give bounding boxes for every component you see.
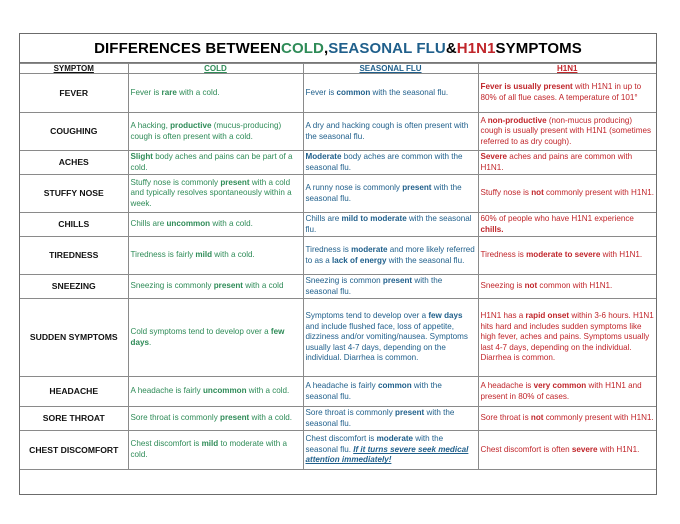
- cold-cell: [128, 431, 303, 470]
- flu-cell: [303, 113, 478, 151]
- cell-text: with H1N1 and present in 80% of cases.: [480, 380, 642, 401]
- cell-text: A headache is fairly: [130, 386, 203, 396]
- cell-text: Sore throat is commonly: [130, 413, 221, 423]
- flu-cell: [303, 275, 478, 299]
- cell-text: body aches and pains can be part of a cold.: [130, 151, 293, 172]
- cell-text: present: [220, 413, 250, 423]
- title-ampersand: &: [445, 39, 457, 57]
- table-row: [20, 74, 656, 113]
- h1n1-cell: [478, 213, 656, 237]
- symptom-label: STUFFY NOSE: [20, 175, 128, 213]
- flu-cell: [303, 237, 478, 275]
- cell-text: A headache is: [480, 380, 534, 390]
- cell-text: Fever is: [130, 87, 162, 97]
- cell-text: present: [220, 177, 250, 187]
- table-row: [20, 299, 656, 377]
- cell-text: rapid onset: [525, 311, 570, 321]
- flu-cell: [303, 74, 478, 113]
- cell-text: few days: [428, 311, 463, 321]
- cell-text: very common: [533, 380, 587, 390]
- cell-text: present: [402, 182, 432, 192]
- cell-text: Sneezing is: [480, 281, 525, 291]
- cold-cell: [128, 299, 303, 377]
- cell-text: commonly present with H1N1.: [543, 188, 655, 198]
- h1n1-cell: [478, 74, 656, 113]
- cell-text: to moderate with a cold.: [130, 439, 288, 459]
- header-cold: COLD: [128, 64, 303, 74]
- title-separator: ,: [323, 39, 329, 57]
- cell-text: Stuffy nose is: [480, 188, 532, 198]
- h1n1-cell: [478, 377, 656, 407]
- cold-cell: [128, 151, 303, 175]
- table-row: [20, 407, 656, 431]
- cell-text: A headache is fairly: [305, 380, 378, 390]
- h1n1-cell: [478, 431, 656, 470]
- cell-text: with the seasonal flu.: [386, 255, 465, 265]
- cell-text: with the seasonal flu.: [305, 407, 455, 428]
- cell-text: severe: [571, 444, 598, 454]
- table-row: [20, 175, 656, 213]
- cell-text: not: [531, 188, 544, 198]
- h1n1-cell: [478, 407, 656, 431]
- table-row: [20, 275, 656, 299]
- symptom-label: FEVER: [20, 74, 128, 113]
- cell-text: Chest discomfort is: [305, 434, 377, 444]
- title-h1n1: H1N1: [456, 39, 496, 57]
- cell-text: mild: [201, 439, 219, 449]
- header-row: [20, 64, 656, 74]
- h1n1-cell: [478, 275, 656, 299]
- flu-cell: [303, 299, 478, 377]
- table-row: [20, 113, 656, 151]
- cell-text: A dry and hacking cough is often present with the seasonal flu.: [305, 120, 469, 141]
- symptom-label: TIREDNESS: [20, 237, 128, 275]
- page-title: [20, 34, 656, 63]
- cell-text: and more likely referred to as a: [305, 244, 475, 265]
- table-row: [20, 431, 656, 470]
- cold-cell: [128, 74, 303, 113]
- cell-text: Moderate: [305, 151, 342, 161]
- comparison-chart: [19, 33, 657, 495]
- table-row: [20, 213, 656, 237]
- cell-text: Sneezing is common: [305, 275, 383, 285]
- cell-text: with a cold and typically resolves spontaneously within a week.: [130, 177, 292, 208]
- cell-text: moderate: [351, 244, 388, 254]
- cold-cell: [128, 237, 303, 275]
- cell-text: with the seasonal flu.: [305, 275, 443, 296]
- cell-text: Tiredness is: [305, 244, 352, 254]
- cold-cell: [128, 175, 303, 213]
- cell-text: rare: [161, 87, 177, 97]
- h1n1-cell: [478, 175, 656, 213]
- cell-text: Slight: [130, 151, 153, 161]
- cell-text: present: [213, 281, 243, 291]
- symptom-label: SUDDEN SYMPTOMS: [20, 299, 128, 377]
- cell-text: with a cold.: [212, 250, 255, 260]
- cell-text: .: [148, 337, 152, 347]
- cell-text: aches and pains are common with H1N1.: [480, 151, 633, 172]
- cell-text: common: [377, 380, 412, 390]
- cell-text: uncommon: [202, 386, 247, 396]
- cell-text: with a cold.: [210, 219, 253, 229]
- cell-text: H1N1 has a: [480, 311, 526, 321]
- h1n1-cell: [478, 299, 656, 377]
- cell-text: (non-mucus producing) cough is usually present with H1N1 (sometimes referred to as dry cough).: [480, 115, 651, 146]
- cell-text: few days: [130, 326, 285, 347]
- cell-text: with the seasonal flu.: [305, 213, 472, 234]
- title-cold: COLD: [281, 39, 324, 57]
- h1n1-cell: [478, 151, 656, 175]
- cell-text: Fever is: [305, 87, 337, 97]
- symptom-label: COUGHING: [20, 113, 128, 151]
- cell-text: common with H1N1.: [537, 281, 613, 291]
- cell-text: within 3-6 hours. H1N1 hits hard and includes sudden symptoms like high fever, aches and pains. Symptoms usually last 4-7 days, depending on the individual. Diarrhea is common.: [480, 311, 654, 363]
- flu-cell: [303, 377, 478, 407]
- cell-text: body aches are common with the seasonal flu.: [305, 151, 463, 172]
- cell-text: mild: [195, 250, 213, 260]
- cell-text: with the seasonal flu.: [305, 380, 442, 401]
- cell-text: not: [530, 413, 544, 423]
- symptom-label: CHEST DISCOMFORT: [20, 431, 128, 470]
- cell-text: Chills are: [305, 213, 342, 223]
- cell-text: Fever is usually present: [480, 82, 573, 92]
- cell-text: chills.: [480, 224, 504, 234]
- cold-cell: [128, 377, 303, 407]
- symptom-label: SORE THROAT: [20, 407, 128, 431]
- flu-cell: [303, 407, 478, 431]
- cell-text: Stuffy nose is commonly: [130, 177, 221, 187]
- cell-text: Tiredness is fairly: [130, 250, 196, 260]
- cell-text: 60% of people who have H1N1 experience: [480, 213, 634, 223]
- cell-text: with the seasonal flu.: [305, 434, 444, 454]
- header-h1n1: H1N1: [478, 64, 656, 74]
- table-row: [20, 237, 656, 275]
- cold-cell: [128, 113, 303, 151]
- cell-text: Chills are: [130, 219, 167, 229]
- cell-text: Cold symptoms tend to develop over a: [130, 326, 271, 336]
- cell-text: Sore throat is commonly: [305, 407, 396, 417]
- flu-cell: [303, 151, 478, 175]
- table-row: [20, 377, 656, 407]
- cell-text: with H1N1.: [600, 250, 643, 260]
- cell-text: with H1N1 in up to 80% of all flue cases. A temperature of 101°: [480, 82, 642, 102]
- cold-cell: [128, 275, 303, 299]
- cell-text: non-productive: [487, 115, 547, 125]
- header-flu: SEASONAL FLU: [303, 64, 478, 74]
- flu-cell: [303, 175, 478, 213]
- cell-text: A runny nose is commonly: [305, 182, 403, 192]
- header-symptom: SYMPTOM: [20, 64, 128, 74]
- h1n1-cell: [478, 237, 656, 275]
- cell-text: lack of energy: [332, 255, 387, 265]
- cell-text: and include flushed face, loss of appetite, dizziness and/or vomiting/nausea. Symptoms usually last 4-7 days, depending on the individual. Diarrhea is common.: [305, 321, 468, 363]
- cell-text: with H1N1.: [597, 444, 640, 454]
- cell-text: Tiredness is: [480, 250, 527, 260]
- cell-text: productive: [170, 120, 212, 130]
- cell-text: with the seasonal flu.: [305, 182, 462, 203]
- cell-text: not: [524, 281, 538, 291]
- cell-text: Chest discomfort is often: [480, 444, 572, 454]
- cell-text: present: [395, 407, 425, 417]
- flu-cell: [303, 431, 478, 470]
- cell-text: with a cold.: [176, 87, 220, 97]
- cell-text: with the seasonal flu.: [370, 87, 449, 97]
- cell-text: mild to moderate: [341, 213, 407, 223]
- cell-text: Symptoms tend to develop over a: [305, 311, 429, 321]
- table-row: [20, 151, 656, 175]
- flu-cell: [303, 213, 478, 237]
- cell-text: with a cold.: [246, 386, 290, 396]
- symptom-label: SNEEZING: [20, 275, 128, 299]
- cold-cell: [128, 407, 303, 431]
- cell-text: present: [382, 275, 413, 285]
- title-suffix: SYMPTOMS: [495, 39, 582, 57]
- cell-text: Severe: [480, 151, 508, 161]
- cell-text: A: [480, 115, 488, 125]
- cell-text: (mucus-producing) cough is often present with a cold.: [130, 120, 282, 141]
- symptom-label: CHILLS: [20, 213, 128, 237]
- symptom-label: ACHES: [20, 151, 128, 175]
- warning-text: If it turns severe seek medical attention immediately!: [305, 444, 469, 465]
- cold-cell: [128, 213, 303, 237]
- cell-text: uncommon: [166, 219, 211, 229]
- title-flu: SEASONAL FLU: [328, 39, 446, 57]
- symptom-label: HEADACHE: [20, 377, 128, 407]
- h1n1-cell: [478, 113, 656, 151]
- cell-text: commonly present with H1N1.: [543, 413, 654, 423]
- cell-text: Sore throat is: [480, 413, 531, 423]
- cell-text: moderate: [376, 434, 414, 444]
- cell-text: A hacking,: [130, 120, 171, 130]
- cell-text: Chest discomfort is: [130, 439, 202, 449]
- title-prefix: DIFFERENCES BETWEEN: [94, 39, 282, 57]
- cell-text: with a cold: [242, 281, 284, 291]
- symptom-table: [20, 63, 656, 470]
- cell-text: Sneezing is commonly: [130, 281, 214, 291]
- cell-text: common: [336, 87, 371, 97]
- cell-text: moderate to severe: [526, 250, 601, 260]
- cell-text: with a cold.: [249, 413, 293, 423]
